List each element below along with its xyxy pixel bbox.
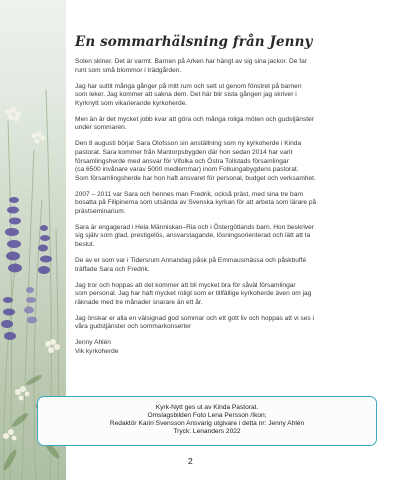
article-paragraph-9: Jag önskar er alla en välsignad god sommar och ett gott liv och hoppas att vi ses i våra gudstjänster och sommarkonserter [75,314,314,331]
article-signature: Jenny Ahlén Vik kyrkoherde [75,339,119,355]
article-paragraph-4: Den 8 augusti börjar Sara Olofsson sin anställning som ny kyrkoherde i Kinda pastorat. Sara kommer från Mantorpsbygden där hon sedan 2014 har varit församlingsherde med ansvar för Vifolka och Östra Tollstads församlingar (ca 6500 invånare varav 5000 medlemmar) inom Folkungabygdens pastorat. Som församlingsherde har hon haft ansvaret för personal, budget och verksamhet. [75,140,316,182]
colophon-line-printer: Tryck: Lenanders 2022 [173,428,241,436]
article [75,34,393,364]
article-paragraph-3: Men än är det mycket jobb kvar att göra och många roliga möten och gudstjänster under sommaren. [75,115,314,132]
article-paragraph-1: Solen skiner. Det är varmt. Barnen på Arken har hängt av sig sina jackor. De far runt som små blommor i trädgården. [75,58,307,74]
colophon-line-cover-photo: Omslagsbilden Foto Lena Persson /Ikon; [147,412,267,420]
article-paragraph-8: Jag tror och hoppas att det kommer att bli mycket bra för såväl församlingar som personal. Jag har haft mycket roligt som er tillfällige kyrkoherde även om jag räknade med tre månader snarare än ett år. [75,281,312,306]
article-title: En sommarhälsning från Jenny [75,34,313,50]
article-paragraph-2: Jag har suttit många gånger på mitt rum och sett ut genom fönstret på barnen som leker. Jag kommer att sakna dem. Det här blir sista gången jag skriver i Kyrknytt som vikarierande kyrkoherde. [75,82,302,107]
page-number: 2 [188,456,193,466]
colophon-line-publisher: Kyrk-Nytt ges ut av Kinda Pastorat. [155,404,259,411]
article-paragraph-7: De av er som var i Tidersrum Annandag påsk på Emmausmässa och påskbuffé träffade Sara och Fredrik. [75,257,307,273]
colophon-line-editor: Redaktör Karin Svensson Ansvarig utgivare i detta nr: Jenny Ahlén [109,420,305,428]
article-paragraph-5: 2007 – 2011 var Sara och hennes man Fredrik, också präst, med sina tre barn bosatta på Filipinerna som utsända av Svenska kyrkan för att arbeta som lärare på prästseminarium. [75,190,317,215]
article-paragraph-6: Sara är engagerad i Hela Människan–Ria och i Östergötlands barn. Hon beskriver sig själv som glad, prestigelös, ansvarstagande, lösningsorienterad och lätt att ta beslut. [75,223,314,249]
colophon-box [37,396,377,446]
